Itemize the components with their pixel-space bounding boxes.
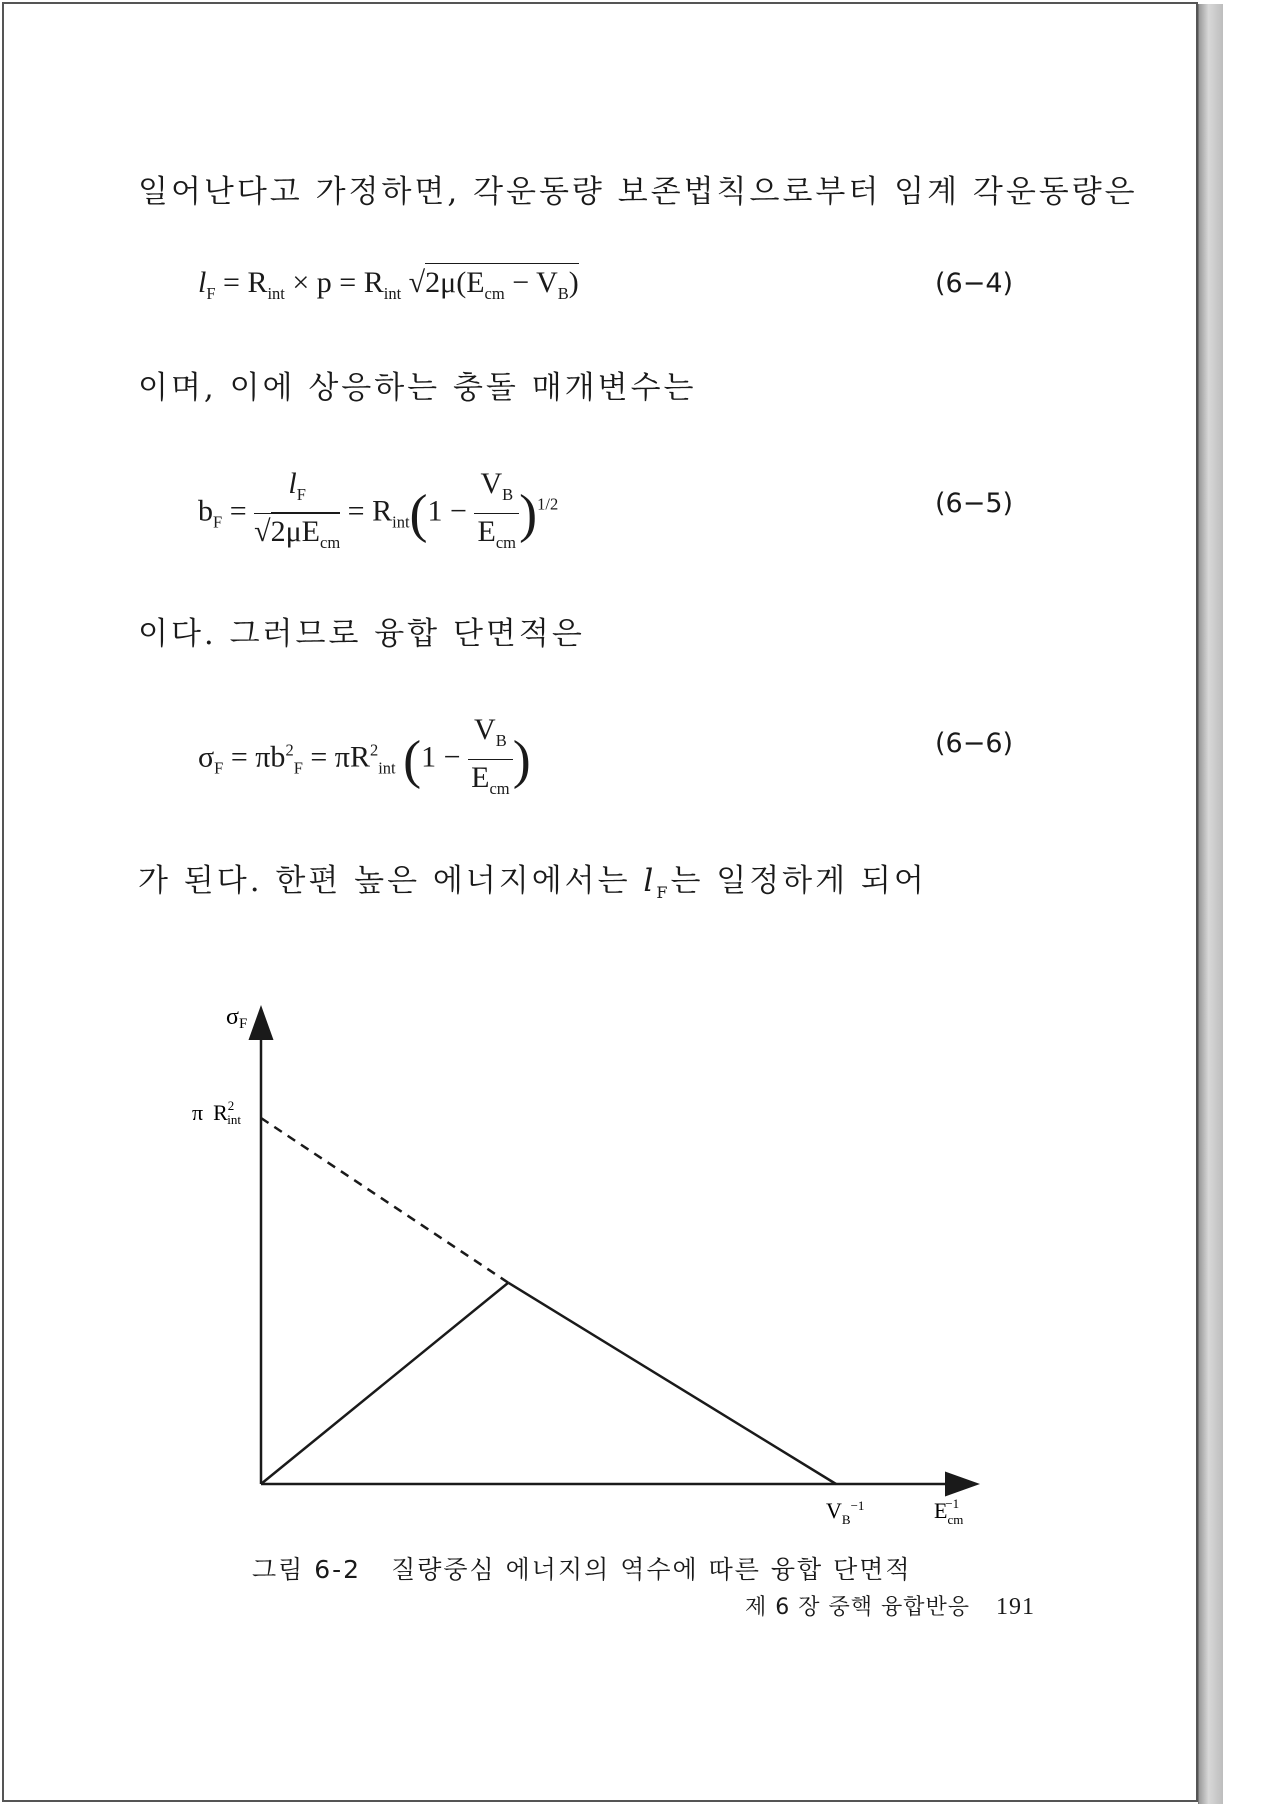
y-tick-label: π $R^2$ int — [192, 1098, 242, 1127]
fraction-vb-over-ecm-2: $\frac{V_B}{E_{cm}}$ — [468, 712, 513, 807]
page-number: 191 — [996, 1594, 1035, 1620]
paragraph-4-part-b: 는 일정하게 되어 — [670, 863, 927, 899]
paragraph-1: 일어난다고 가정하면, 각운동량 보존법칙으로부터 임계 각운동량은 — [138, 174, 1138, 210]
x-tick-label: $V_B^{-1}$ — [826, 1498, 865, 1527]
eq4-l: l — [198, 266, 207, 299]
equation-number-6-4: (6−4) — [935, 268, 1014, 299]
chapter-title: 제 6 장 중핵 융합반응 — [745, 1595, 970, 1620]
paragraph-4-part-a: 가 된다. 한편 높은 에너지에서는 — [138, 863, 644, 899]
equation-6-6: $\sigma_F = \pi b^2_F = \pi R^2_{int}$ (1 − $\frac{V_B}{E_{cm}}$ ) — [198, 712, 531, 807]
x-axis-label: $E_{cm}-1$ — [934, 1496, 964, 1527]
lf-subscript: F — [656, 883, 671, 903]
equation-6-5: $b_F$ = $\frac{l_F}{√2\mu E_{cm}}$ = $R_{int}(1$ − $\frac{V_B}{E_{cm}}$ )$^{1/2}$ — [198, 466, 558, 561]
series-line-2-0 — [261, 1118, 508, 1283]
paragraph-3: 이다. 그러므로 융합 단면적은 — [138, 616, 585, 652]
y-axis-label: σF — [226, 1004, 248, 1032]
equation-number-6-5: (6−5) — [935, 488, 1014, 519]
running-footer — [745, 1590, 1035, 1621]
equation-6-4: $l_F = R_{int} \times p = R_{int}$ $√2\mu(E_{cm} - V_B)$ — [198, 266, 579, 304]
lf-symbol: l — [643, 863, 657, 899]
equation-number-6-6: (6−6) — [935, 728, 1014, 759]
figure-caption — [252, 1550, 912, 1586]
figure-caption-text: 질량중심 에너지의 역수에 따른 융합 단면적 — [391, 1555, 912, 1584]
figure-caption-number: 그림 6-2 — [252, 1555, 362, 1584]
fraction-lf-over-sqrt: $\frac{l_F}{√2\mu E_{cm}}$ — [254, 467, 341, 552]
paragraph-2: 이며, 이에 상응하는 충돌 매개변수는 — [138, 370, 697, 406]
fraction-vb-over-ecm: $\frac{V_B}{E_{cm}}$ — [474, 466, 519, 561]
series-line-1-0 — [508, 1283, 836, 1484]
series-line-0-0 — [261, 1283, 508, 1484]
